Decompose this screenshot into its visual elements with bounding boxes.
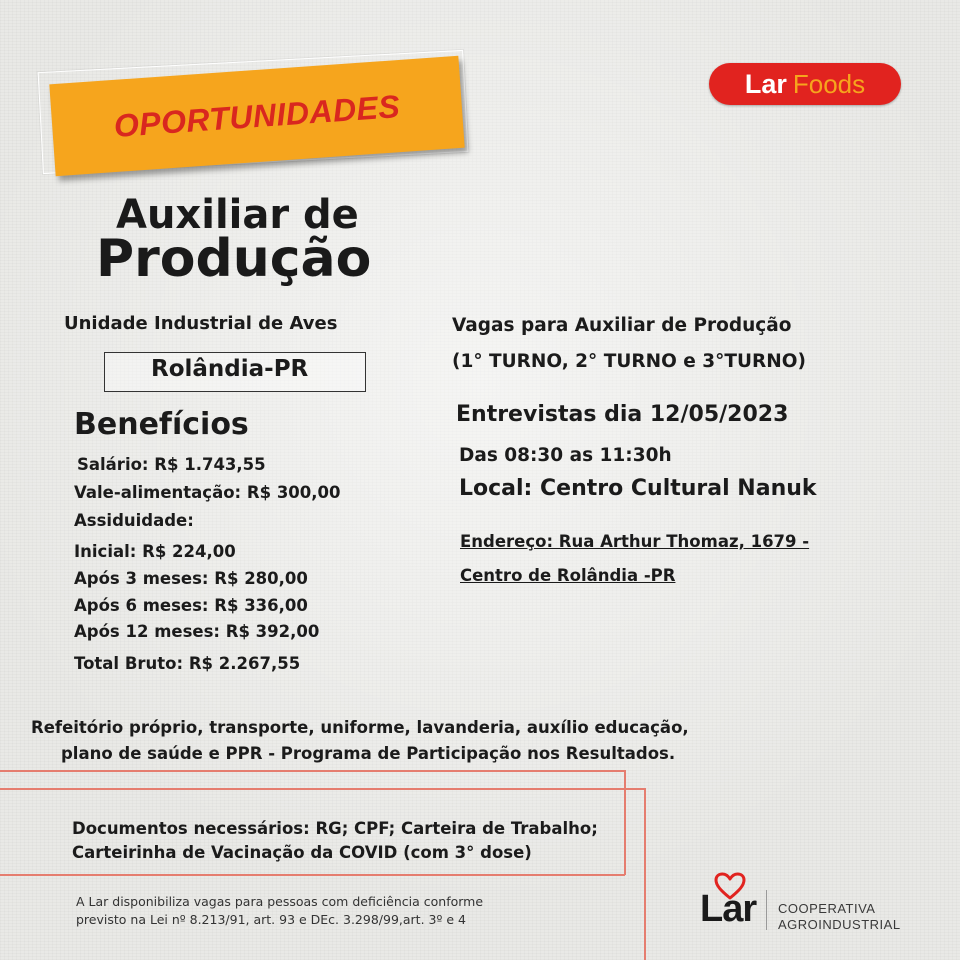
address-line2: Centro de Rolândia -PR — [460, 566, 676, 585]
frame-line-bottom — [0, 874, 625, 876]
banner-text: OPORTUNIDADES — [112, 87, 402, 144]
frame-line-top — [0, 770, 625, 772]
benefit-item: Após 12 meses: R$ 392,00 — [74, 622, 320, 641]
benefit-item: Vale-alimentação: R$ 300,00 — [74, 483, 341, 502]
lar-logo-word: Lar — [700, 888, 757, 930]
interview-date: Entrevistas dia 12/05/2023 — [456, 402, 789, 427]
job-title-line1: Auxiliar de — [116, 192, 359, 238]
brand-secondary: Foods — [792, 68, 866, 99]
benefit-item: Após 6 meses: R$ 336,00 — [74, 596, 308, 615]
extras-line2: plano de saúde e PPR - Programa de Participação nos Resultados. — [61, 744, 676, 763]
logo-divider — [766, 890, 767, 930]
lar-foods-logo — [709, 63, 901, 105]
documents-line2: Carteirinha de Vacinação da COVID (com 3° dose) — [72, 843, 532, 862]
benefit-item: Salário: R$ 1.743,55 — [77, 455, 266, 474]
brand-primary: Lar — [744, 68, 787, 99]
city-label: Rolândia-PR — [151, 356, 309, 382]
benefit-total: Total Bruto: R$ 2.267,55 — [74, 654, 301, 673]
benefit-item: Assiduidade: — [74, 511, 194, 530]
job-title-line2: Produção — [96, 229, 372, 289]
frame-line-right-2 — [644, 788, 646, 960]
benefit-item: Inicial: R$ 224,00 — [74, 542, 236, 561]
documents-line1: Documentos necessários: RG; CPF; Carteira de Trabalho; — [72, 819, 598, 838]
interview-location: Local: Centro Cultural Nanuk — [459, 476, 817, 501]
coop-line2: AGROINDUSTRIAL — [778, 917, 901, 932]
unit-label: Unidade Industrial de Aves — [64, 313, 338, 334]
benefits-heading: Benefícios — [74, 407, 249, 442]
vacancies-line1: Vagas para Auxiliar de Produção — [452, 315, 792, 336]
interview-hours: Das 08:30 as 11:30h — [459, 445, 672, 466]
legal-line1: A Lar disponibiliza vagas para pessoas com deficiência conforme — [76, 894, 484, 909]
benefit-item: Após 3 meses: R$ 280,00 — [74, 569, 308, 588]
frame-line-right — [624, 770, 626, 875]
vacancies-shifts: (1° TURNO, 2° TURNO e 3°TURNO) — [452, 351, 806, 372]
legal-line2: previsto na Lei nº 8.213/91, art. 93 e DEc. 3.298/99,art. 3º e 4 — [76, 912, 466, 927]
address-line1: Endereço: Rua Arthur Thomaz, 1679 - — [460, 532, 810, 551]
frame-line-top-2 — [0, 788, 645, 790]
extras-line1: Refeitório próprio, transporte, uniforme, lavanderia, auxílio educação, — [31, 718, 689, 737]
coop-line1: COOPERATIVA — [778, 901, 876, 916]
